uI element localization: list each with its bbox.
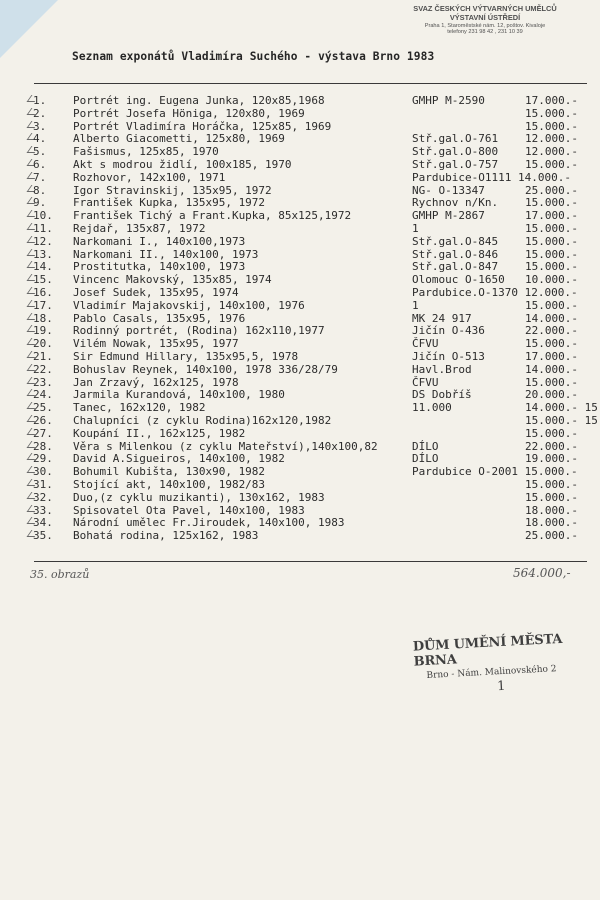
exhibit-price: 25.000.- [525,529,578,543]
exhibit-price: 15.000.- [525,196,578,210]
handwritten-total: 564.000,- [513,566,571,580]
exhibit-owner: Stř.gal.O-761 [412,132,499,146]
exhibit-number: 24. [33,388,53,402]
exhibit-owner: GMHP M-2867 [412,209,485,223]
exhibit-title: Národní umělec Fr.Jiroudek, 140x100, 1983 [73,516,345,530]
exhibit-owner: DÍLO [412,452,439,466]
exhibit-number: 18. [33,311,53,325]
exhibit-owner: 1 [412,298,419,312]
exhibit-price: 15.000.- [525,298,578,312]
institution-stamp [413,630,592,698]
exhibit-owner: ČFVU [412,375,439,389]
exhibit-price: 15.000.- [525,221,578,235]
letterhead-address: Praha 1, Staroměstské nám. 12, poštov. Kivaloje [424,22,546,29]
exhibit-price: 22.000.- [525,324,578,338]
exhibit-title: Igor Stravinskij, 135x95, 1972 [73,183,272,197]
exhibit-title: Rodinný portrét, (Rodina) 162x110,1977 [73,324,325,338]
exhibit-title: Koupání II., 162x125, 1982 [73,426,246,440]
exhibit-owner: 11.000 [412,401,452,415]
stamp-institution-name: DŮM UMĚNÍ MĚSTA BRNA [412,631,563,670]
exhibit-price: 12.000.- [525,145,578,159]
exhibit-owner: Stř.gal.O-800 [412,145,499,159]
exhibit-title: Bohatá rodina, 125x162, 1983 [73,529,259,543]
exhibit-number: 17. [33,298,53,312]
stamp-address: Brno - Nám. Malinovského 2 [426,664,557,681]
exhibit-title: Prostitutka, 140x100, 1973 [73,260,246,274]
exhibit-row [0,351,600,364]
exhibit-title: Jan Zrzavý, 162x125, 1978 [73,375,239,389]
exhibit-number: 27. [33,426,53,440]
exhibit-owner: Pardubice O-2001 15.000.- [412,465,578,479]
exhibit-title: Bohuslav Reynek, 140x100, 1978 336/28/79 [73,362,338,376]
exhibit-price: 15.000.- 15 [525,413,598,427]
exhibit-title: Vilém Nowak, 135x95, 1977 [73,337,239,351]
exhibit-row [0,364,600,377]
exhibit-price: 19.000.- [525,452,578,466]
exhibit-number: 34. [33,516,53,530]
exhibit-number: 3. [33,119,47,133]
exhibit-title: Rozhovor, 142x100, 1971 [73,170,226,184]
exhibit-title: Josef Sudek, 135x95, 1974 [73,285,239,299]
exhibit-price: 15.000.- [525,119,578,133]
exhibit-price: 15.000.- [525,106,578,120]
exhibit-price: 25.000.- [525,183,578,197]
exhibit-row [0,108,600,121]
page-corner-fold [0,0,58,58]
exhibit-title: Bohumil Kubišta, 130x90, 1982 [73,465,266,479]
exhibit-number: 29. [33,452,53,466]
exhibit-row [0,172,600,185]
exhibit-price: 15.000.- [525,337,578,351]
exhibit-price: 15.000.- [525,426,578,440]
letterhead-department: VÝSTAVNÍ ÚSTŘEDÍ [449,13,521,23]
exhibit-title: František Kupka, 135x95, 1972 [73,196,266,210]
exhibit-number: 4. [33,132,47,146]
exhibit-title: Fašismus, 125x85, 1970 [73,145,219,159]
exhibit-owner: Stř.gal.O-846 [412,247,499,261]
exhibit-number: 35. [33,529,53,543]
exhibit-owner: DS Dobříš [412,388,472,402]
exhibit-owner: Stř.gal.O-847 [412,260,499,274]
exhibit-number: 1. [33,94,47,107]
exhibit-title: Portrét Josefa Höniga, 120x80, 1969 [73,106,305,120]
exhibit-row [0,287,600,300]
exhibit-number: 11. [33,221,53,235]
exhibit-price: 14.000.- 15 [525,401,598,415]
bottom-divider [34,561,587,562]
exhibit-owner: Olomouc O-1650 [412,273,505,287]
top-divider [34,83,587,84]
exhibit-list [0,95,600,543]
document-title: Seznam exponátů Vladimíra Suchého - výstava Brno 1983 [72,50,435,63]
exhibit-owner: Stř.gal.O-845 [412,234,499,248]
exhibit-row [0,492,600,505]
exhibit-number: 8. [33,183,47,197]
exhibit-price: 15.000.- [525,477,578,491]
exhibit-owner: 1 [412,221,419,235]
exhibit-row [0,159,600,172]
exhibit-number: 7. [33,170,47,184]
exhibit-number: 33. [33,503,53,517]
exhibit-price: 15.000.- [525,157,578,171]
exhibit-title: Alberto Giacometti, 125x80, 1969 [73,132,285,146]
exhibit-price: 15.000.- [525,260,578,274]
exhibit-number: 20. [33,337,53,351]
exhibit-owner: ČFVU [412,337,439,351]
exhibit-number: 31. [33,477,53,491]
exhibit-row [0,530,600,543]
exhibit-price: 17.000.- [525,209,578,223]
exhibit-owner: GMHP M-2590 [412,94,485,107]
exhibit-title: Chalupníci (z cyklu Rodina)162x120,1982 [73,413,332,427]
exhibit-title: Vincenc Makovský, 135x85, 1974 [73,273,272,287]
exhibit-title: Narkomani II., 140x100, 1973 [73,247,259,261]
exhibit-price: 17.000.- [525,94,578,107]
exhibit-number: 14. [33,260,53,274]
exhibit-owner: NG- O-13347 [412,183,485,197]
exhibit-row [0,415,600,428]
exhibit-price: 15.000.- [525,490,578,504]
exhibit-title: Portrét Vladimíra Horáčka, 125x85, 1969 [73,119,332,133]
exhibit-number: 32. [33,490,53,504]
exhibit-title: Tanec, 162x120, 1982 [73,401,206,415]
exhibit-price: 14.000.- [525,311,578,325]
exhibit-number: 19. [33,324,53,338]
exhibit-number: 13. [33,247,53,261]
exhibit-number: 26. [33,413,53,427]
exhibit-row [0,223,600,236]
exhibit-number: 9. [33,196,47,210]
exhibit-number: 23. [33,375,53,389]
exhibit-number: 2. [33,106,47,120]
exhibit-price: 17.000.- [525,349,578,363]
exhibit-title: Vladimír Majakovskij, 140x100, 1976 [73,298,305,312]
exhibit-title: Sir Edmund Hillary, 135x95,5, 1978 [73,349,299,363]
exhibit-row [0,95,600,108]
exhibit-title: Stojící akt, 140x100, 1982/83 [73,477,266,491]
exhibit-title: Narkomani I., 140x100,1973 [73,234,246,248]
exhibit-owner: MK 24 917 [412,311,472,325]
exhibit-price: 18.000.- [525,516,578,530]
exhibit-owner: Pardubice.O-1370 12.000.- [412,285,578,299]
exhibit-price: 12.000.- [525,132,578,146]
exhibit-title: Věra s Milenkou (z cyklu Mateřství),140x100,82 [73,439,378,453]
exhibit-number: 30. [33,465,53,479]
exhibit-owner: DÍLO [412,439,439,453]
exhibit-number: 28. [33,439,53,453]
exhibit-price: 20.000.- [525,388,578,402]
exhibit-price: 18.000.- [525,503,578,517]
exhibit-number: 15. [33,273,53,287]
exhibit-owner: Havl.Brod [412,362,472,376]
exhibit-price: 14.000.- [525,362,578,376]
exhibit-title: Rejdař, 135x87, 1972 [73,221,206,235]
exhibit-number: 12. [33,234,53,248]
exhibit-number: 25. [33,401,53,415]
exhibit-price: 15.000.- [525,247,578,261]
handwritten-count-note: 35. obrazů [30,568,90,581]
letterhead [406,4,564,36]
exhibit-row [0,300,600,313]
exhibit-title: Duo,(z cyklu muzikanti), 130x162, 1983 [73,490,325,504]
exhibit-title: David A.Sigueiros, 140x100, 1982 [73,452,285,466]
exhibit-title: Akt s modrou židlí, 100x185, 1970 [73,157,292,171]
exhibit-owner: Stř.gal.O-757 [412,157,499,171]
exhibit-row [0,479,600,492]
exhibit-title: Portrét ing. Eugena Junka, 120x85,1968 [73,94,325,107]
letterhead-organization: SVAZ ČESKÝCH VÝTVARNÝCH UMĚLCŮ [413,4,557,13]
exhibit-title: Pablo Casals, 135x95, 1976 [73,311,246,325]
exhibit-number: 16. [33,285,53,299]
stamp-number: 1 [496,678,506,695]
exhibit-price: 15.000.- [525,234,578,248]
exhibit-price: 22.000.- [525,439,578,453]
exhibit-price: 15.000.- [525,375,578,389]
exhibit-row [0,428,600,441]
exhibit-number: 6. [33,157,47,171]
exhibit-number: 21. [33,349,53,363]
exhibit-number: 5. [33,145,47,159]
exhibit-title: Spisovatel Ota Pavel, 140x100, 1983 [73,503,305,517]
exhibit-owner: Jičín O-436 [412,324,485,338]
exhibit-row [0,236,600,249]
letterhead-phones: telefony 231 98 42 , 231 10 39 [447,29,523,36]
exhibit-row [0,402,600,415]
exhibit-owner: Jičín O-513 [412,349,485,363]
exhibit-number: 10. [33,209,53,223]
exhibit-title: Jarmila Kurandová, 140x100, 1980 [73,388,285,402]
exhibit-number: 22. [33,362,53,376]
exhibit-owner: Pardubice-O1111 14.000.- [412,170,571,184]
exhibit-row [0,466,600,479]
exhibit-owner: Rychnov n/Kn. [412,196,499,210]
exhibit-price: 10.000.- [525,273,578,287]
exhibit-title: František Tichý a Frant.Kupka, 85x125,1972 [73,209,352,223]
